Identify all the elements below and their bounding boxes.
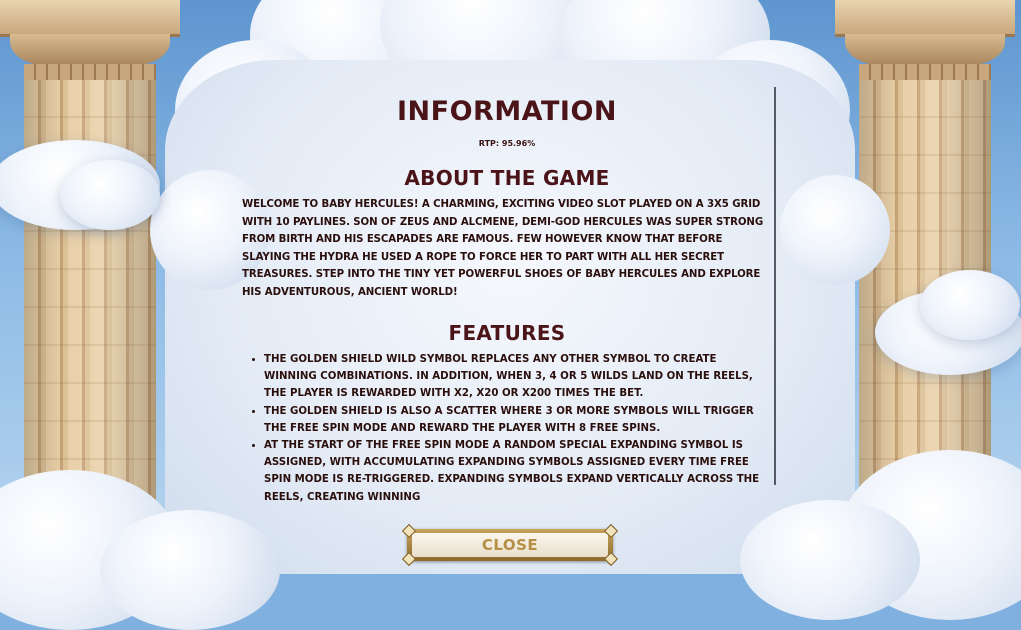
about-heading: ABOUT THE GAME (404, 166, 610, 190)
bottom-cloud-left-puff (100, 510, 280, 630)
column-echinus (10, 34, 170, 66)
cloud-puff (780, 175, 890, 285)
info-content (242, 96, 772, 506)
close-button-label[interactable]: CLOSE (412, 533, 608, 557)
column-neck (859, 64, 991, 80)
rtp-value: RTP: 95.96% (478, 139, 536, 148)
feature-item: • THE GOLDEN SHIELD IS ALSO A SCATTER WHERE 3 OR MORE SYMBOLS WILL TRIGGER THE FREE SPIN MODE AND REWARD THE PLAYER WITH 8 FREE SPINS. (264, 403, 772, 437)
column-capital (0, 0, 180, 37)
floating-cloud-right-puff (920, 270, 1020, 340)
floating-cloud-left-puff (60, 160, 160, 230)
scrollbar[interactable] (774, 87, 776, 485)
feature-item: • THE GOLDEN SHIELD WILD SYMBOL REPLACES ANY OTHER SYMBOL TO CREATE WINNING COMBINATIONS. IN ADDITION, WHEN 3, 4 OR 5 WILDS LAND ON THE REELS, THE PLAYER IS REWARDED WITH X2, X20 OR X200 TIMES THE BET. (264, 351, 772, 403)
features-list (242, 351, 772, 506)
features-heading: FEATURES (448, 321, 566, 345)
column-echinus (845, 34, 1005, 66)
column-capital (835, 0, 1015, 37)
close-button[interactable] (407, 529, 613, 561)
column-neck (24, 64, 156, 80)
feature-item: • AT THE START OF THE FREE SPIN MODE A RANDOM SPECIAL EXPANDING SYMBOL IS ASSIGNED, WITH ACCUMULATING EXPANDING SYMBOLS ASSIGNED EVERY TIME FREE SPIN MODE IS RE-TRIGGERED. EXPANDING SYMBOLS EXPAND VERTICALLY ACROSS THE REELS, CREATING WINNING (264, 437, 772, 506)
about-text: WELCOME TO BABY HERCULES! A CHARMING, EXCITING VIDEO SLOT PLAYED ON A 3X5 GRID WITH 10 PAYLINES. SON OF ZEUS AND ALCMENE, DEMI-GOD HERCULES WAS SUPER STRONG FROM BIRTH AND HIS ESCAPADES ARE FAMOUS. FEW HOWEVER KNOW THAT BEFORE SLAYING THE HYDRA HE USED A ROPE TO FORCE HER TO PART WITH ALL HER SECRET TREASURES. STEP INTO THE TINY YET POWERFUL SHOES OF BABY HERCULES AND EXPLORE HIS ADVENTUROUS, ANCIENT WORLD! (242, 199, 764, 298)
info-title: INFORMATION (396, 96, 617, 127)
bottom-cloud-right-puff (740, 500, 920, 620)
